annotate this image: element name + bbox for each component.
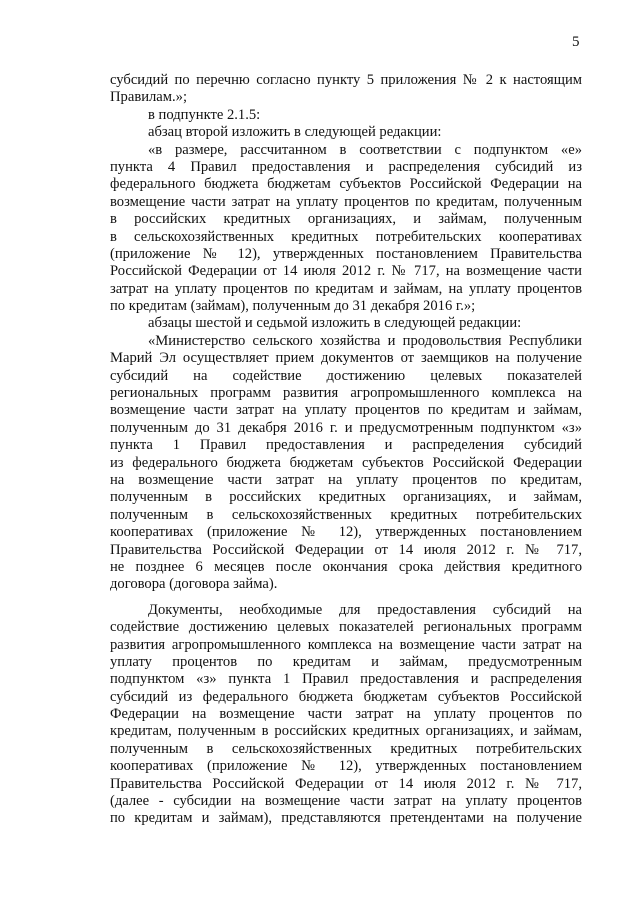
text-line: полученным в сельскохозяйственных кредитных потребительских bbox=[110, 740, 582, 757]
text-line: на возмещение части затрат на уплату процентов по кредитам, bbox=[110, 471, 582, 488]
text-line: Федерации на возмещение части затрат на уплату процентов по bbox=[110, 706, 582, 723]
text-line: содействие достижению целевых показателей региональных программ bbox=[110, 619, 582, 636]
text-line: не позднее 6 месяцев после окончания срока действия кредитного bbox=[110, 558, 582, 575]
text-line: по кредитам (займам), полученным до 31 декабря 2016 г.»; bbox=[110, 298, 476, 315]
text-line: возмещение части затрат на уплату процентов по кредитам, полученным bbox=[110, 193, 582, 210]
text-line: в сельскохозяйственных кредитных потребительских кооперативах bbox=[110, 228, 582, 245]
text-line: Марий Эл осуществляет прием документов от заемщиков на получение bbox=[110, 350, 582, 367]
text-line: региональных программ развития агропромышленного комплекса на bbox=[110, 385, 582, 402]
text-line: Российской Федерации от 14 июля 2012 г. № 717, на возмещение части bbox=[110, 263, 582, 280]
text-line: пункта 1 Правил предоставления и распределения субсидий bbox=[110, 437, 582, 454]
text-line: полученным в российских кредитных организациях, и займам, bbox=[110, 489, 582, 506]
text-line: субсидий по перечню согласно пункту 5 приложения № 2 к настоящим bbox=[110, 72, 582, 88]
page-number: 5 bbox=[572, 34, 580, 50]
text-line: (далее - субсидии на возмещение части затрат на уплату процентов bbox=[110, 793, 582, 810]
text-line: федерального бюджета бюджетам субъектов Российской Федерации на bbox=[110, 176, 582, 193]
text-line: кредитам, полученным в российских кредитных организациях, и займам, bbox=[110, 723, 582, 740]
text-line: субсидий из федерального бюджета бюджетам субъектов Российской bbox=[110, 688, 582, 705]
text-line: договора (договора займа). bbox=[110, 576, 278, 593]
text-line: «в размере, рассчитанном в соответствии с подпунктом «е» bbox=[148, 141, 582, 158]
text-line: уплату процентов по кредитам и займам, предусмотренным bbox=[110, 653, 582, 670]
text-line: субсидий на содействие достижению целевых показателей bbox=[110, 367, 582, 384]
text-line: затрат на уплату процентов по кредитам и займам, на уплату процентов bbox=[110, 280, 582, 297]
text-line: абзац второй изложить в следующей редакции: bbox=[148, 124, 442, 141]
text-line: Правилам.»; bbox=[110, 89, 188, 106]
text-line: «Министерство сельского хозяйства и продовольствия Республики bbox=[148, 332, 582, 349]
text-line: пункта 4 Правил предоставления и распределения субсидий из bbox=[110, 158, 582, 175]
text-line: подпунктом «з» пункта 1 Правил предоставления и распределения bbox=[110, 671, 582, 688]
document-body bbox=[110, 72, 582, 828]
text-line: Правительства Российской Федерации от 14 июля 2012 г. № 717, bbox=[110, 775, 582, 792]
text-line: по кредитам и займам), представляются претендентами на получение bbox=[110, 810, 582, 827]
text-line: кооперативах (приложение № 12), утвержденных постановлением bbox=[110, 524, 582, 541]
text-line: абзацы шестой и седьмой изложить в следующей редакции: bbox=[148, 315, 522, 332]
text-line: Правительства Российской Федерации от 14 июля 2012 г. № 717, bbox=[110, 541, 582, 558]
text-line: (приложение № 12), утвержденных постановлением Правительства bbox=[110, 245, 582, 262]
text-line: возмещение части затрат на уплату процентов по кредитам и займам, bbox=[110, 402, 582, 419]
text-line: полученным до 31 декабря 2016 г. и предусмотренным подпунктом «з» bbox=[110, 419, 582, 436]
text-line: Документы, необходимые для предоставления субсидий на bbox=[148, 601, 582, 618]
text-line: в подпункте 2.1.5: bbox=[148, 106, 261, 123]
text-line: в российских кредитных организациях, и займам, полученным bbox=[110, 211, 582, 228]
text-line: кооперативах (приложение № 12), утвержденных постановлением bbox=[110, 758, 582, 775]
text-line: из федерального бюджета бюджетам субъектов Российской Федерации bbox=[110, 454, 582, 471]
text-line: развития агропромышленного комплекса на возмещение части затрат на bbox=[110, 636, 582, 653]
text-line: полученным в сельскохозяйственных кредитных потребительских bbox=[110, 506, 582, 523]
